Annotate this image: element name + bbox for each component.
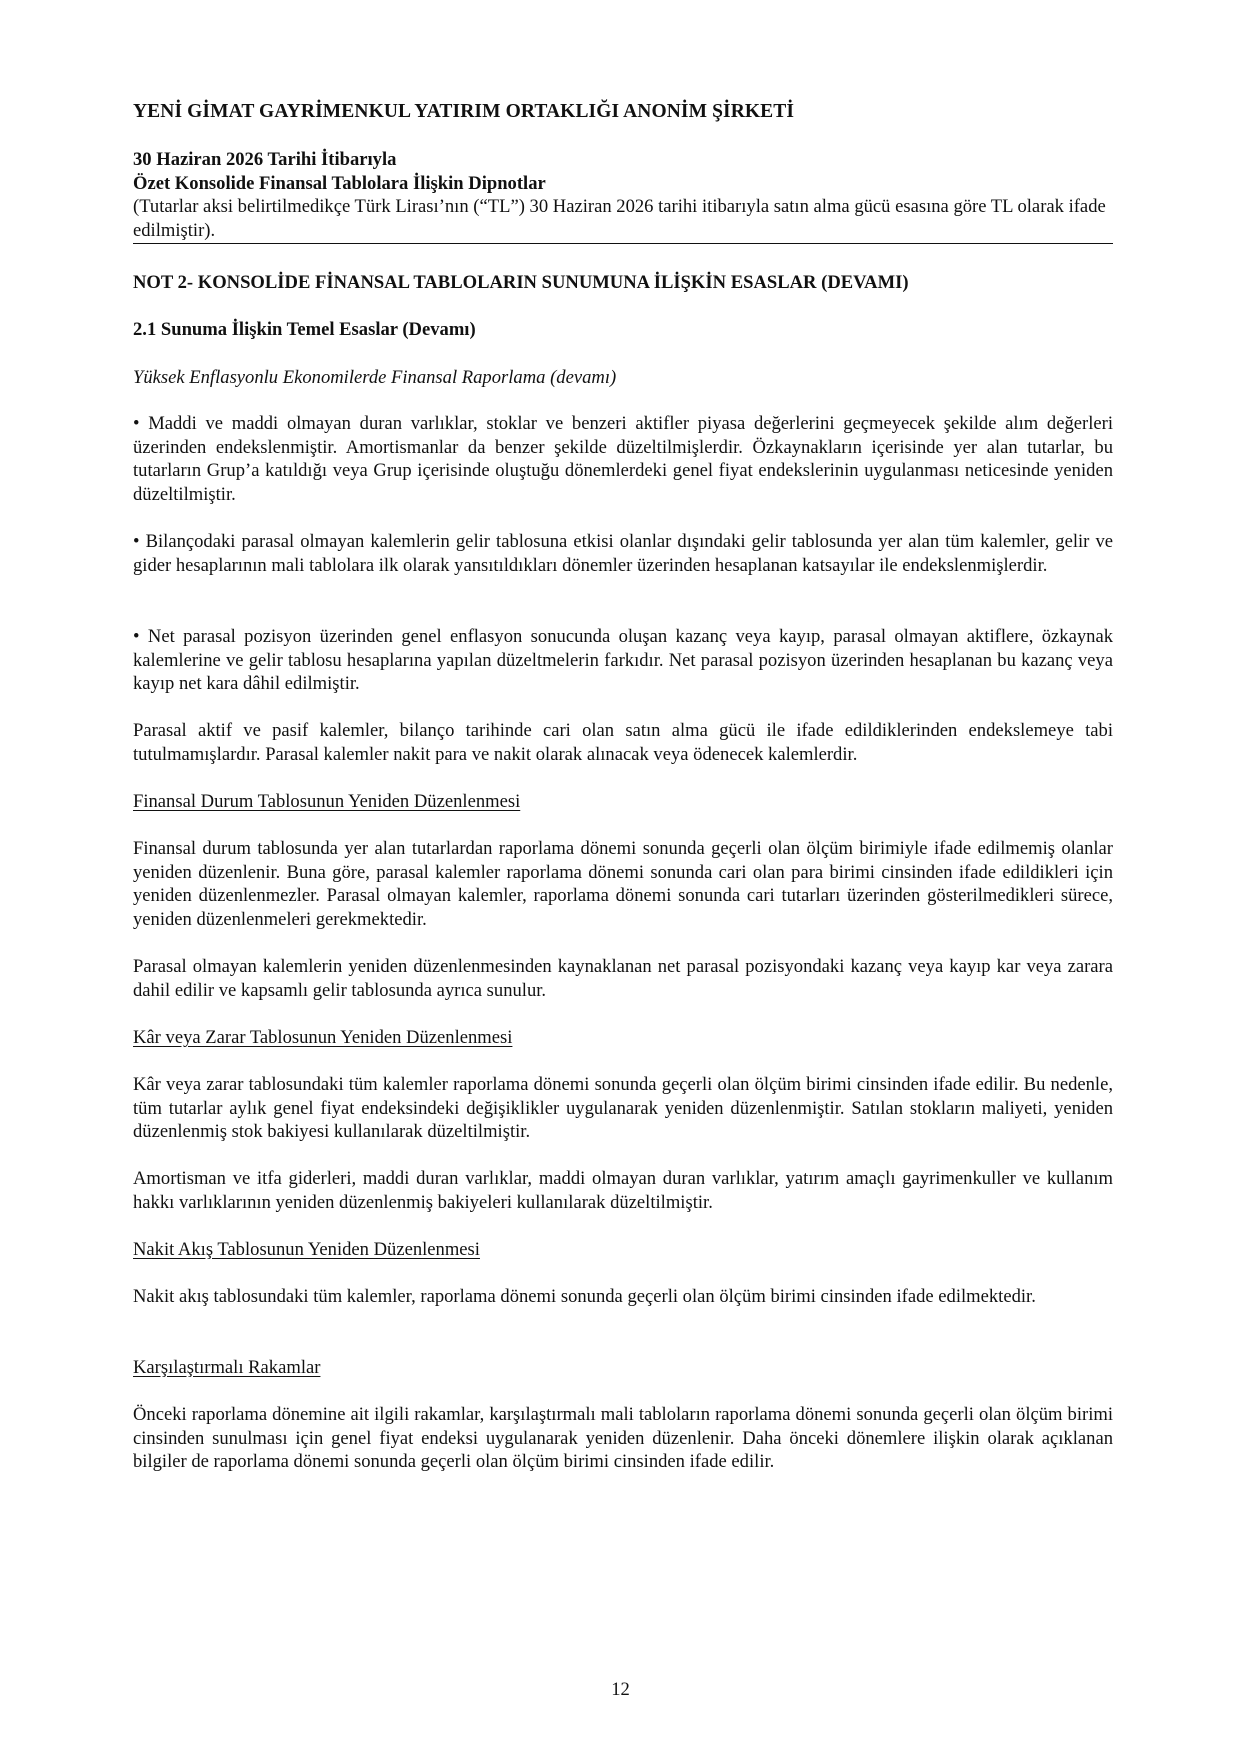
paragraph-bullet-3: • Net parasal pozisyon üzerinden genel enflasyon sonucunda oluşan kazanç veya kayıp, parasal olmayan aktiflere, özkaynak kalemlerine ve gelir tablosu hesaplarına yapılan düzeltmelerin farkıdır. Net parasal pozisyon üzerinden hesaplanan bu kazanç veya kayıp net kara dâhil edilmiştir.	[133, 626, 1113, 694]
subheading-cash-flow: Nakit Akış Tablosunun Yeniden Düzenlenmesi	[133, 1239, 480, 1260]
paragraph-profit-loss: Kâr veya zarar tablosundaki tüm kalemler raporlama dönemi sonunda geçerli olan ölçüm birimi cinsinden ifade edilir. Bu nedenle, tüm tutarlar aylık genel fiyat endeksindeki değişiklikler uygulanarak yeniden düzenlenmiştir. Satılan stokların maliyeti, yeniden düzenlenmiş stok bakiyesi kullanılarak düzeltilmiştir.	[133, 1074, 1113, 1142]
paragraph-bullet-2: • Bilançodaki parasal olmayan kalemlerin gelir tablosuna etkisi olanlar dışındaki gelir tablosunda yer alan tüm kalemler, gelir ve gider hesaplarının mali tablolara ilk olarak yansıtıldıkları dönemler üzerinden hesaplanan katsayılar ile endekslenmişlerdir.	[133, 531, 1113, 576]
paragraph-depreciation: Amortisman ve itfa giderleri, maddi duran varlıklar, maddi olmayan duran varlıklar, yatırım amaçlı gayrimenkuller ve kullanım hakkı varlıklarının yeniden düzenlenmiş bakiyeleri kullanılarak düzeltilmiştir.	[133, 1168, 1113, 1213]
paragraph-financial-position: Finansal durum tablosunda yer alan tutarlardan raporlama dönemi sonunda geçerli olan ölçüm birimiyle ifade edilmemiş olanlar yeniden düzenlenir. Buna göre, parasal kalemler raporlama dönemi sonunda cari olan para birimi cinsinden ifade edildikleri için yeniden düzenlenmezler. Parasal olmayan kalemler, raporlama dönemi sonunda cari tutarları üzerinden gösterilmedikleri sürece, yeniden düzenlenmeleri gerekmektedir.	[133, 838, 1113, 930]
subheading-comparatives: Karşılaştırmalı Rakamlar	[133, 1357, 321, 1378]
paragraph-net-monetary-position: Parasal olmayan kalemlerin yeniden düzenlenmesinden kaynaklanan net parasal pozisyondaki kazanç veya kayıp kar veya zarara dahil edilir ve kapsamlı gelir tablosunda ayrıca sunulur.	[133, 956, 1113, 1001]
page-number: 12	[611, 1679, 630, 1700]
subheading-financial-position: Finansal Durum Tablosunun Yeniden Düzenlenmesi	[133, 791, 521, 812]
section-title: 2.1 Sunuma İlişkin Temel Esaslar (Devamı)	[133, 319, 476, 340]
paragraph-bullet-1: • Maddi ve maddi olmayan duran varlıklar, stoklar ve benzeri aktifler piyasa değerlerini geçmeyecek şekilde alım değerleri üzerinden endekslenmiştir. Amortismanlar da benzer şekilde düzeltilmişlerdir. Özkaynakların içerisinde yer alan tutarlar, bu tutarların Grup’a katıldığı veya Grup içerisinde oluştuğu dönemlerdeki genel fiyat endekslerinin uygulanması neticesinde yeniden düzeltilmiştir.	[133, 413, 1113, 505]
paragraph-monetary-items: Parasal aktif ve pasif kalemler, bilanço tarihinde cari olan satın alma gücü ile ifade edildiklerinden endekslemeye tabi tutulmamışlardır. Parasal kalemler nakit para ve nakit olarak alınacak veya ödenecek kalemlerdir.	[133, 720, 1113, 765]
subheading-profit-loss: Kâr veya Zarar Tablosunun Yeniden Düzenlenmesi	[133, 1027, 513, 1048]
paragraph-cash-flow: Nakit akış tablosundaki tüm kalemler, raporlama dönemi sonunda geçerli olan ölçüm birimi cinsinden ifade edilmektedir.	[133, 1286, 1036, 1307]
report-subtitle: Özet Konsolide Finansal Tablolara İlişkin Dipnotlar	[133, 173, 546, 194]
company-name: YENİ GİMAT GAYRİMENKUL YATIRIM ORTAKLIĞI ANONİM ŞİRKETİ	[133, 101, 795, 122]
header-divider	[133, 243, 1113, 244]
currency-note: (Tutarlar aksi belirtilmedikçe Türk Lirası’nın (“TL”) 30 Haziran 2026 tarihi itibarıyla satın alma gücü esasına göre TL olarak ifade edilmiştir).	[133, 196, 1106, 241]
note-title: NOT 2- KONSOLİDE FİNANSAL TABLOLARIN SUNUMUNA İLİŞKİN ESASLAR (DEVAMI)	[133, 272, 909, 293]
paragraph-comparatives: Önceki raporlama dönemine ait ilgili rakamlar, karşılaştırmalı mali tabloların raporlama dönemi sonunda geçerli olan ölçüm birimi cinsinden sunulması için genel fiyat endeksi uygulanarak yeniden düzenlenir. Daha önceki dönemlere ilişkin olarak açıklanan bilgiler de raporlama dönemi sonunda geçerli olan ölçüm birimi cinsinden ifade edilir.	[133, 1404, 1113, 1472]
report-date: 30 Haziran 2026 Tarihi İtibarıyla	[133, 149, 397, 170]
italic-heading: Yüksek Enflasyonlu Ekonomilerde Finansal Raporlama (devamı)	[133, 367, 617, 388]
